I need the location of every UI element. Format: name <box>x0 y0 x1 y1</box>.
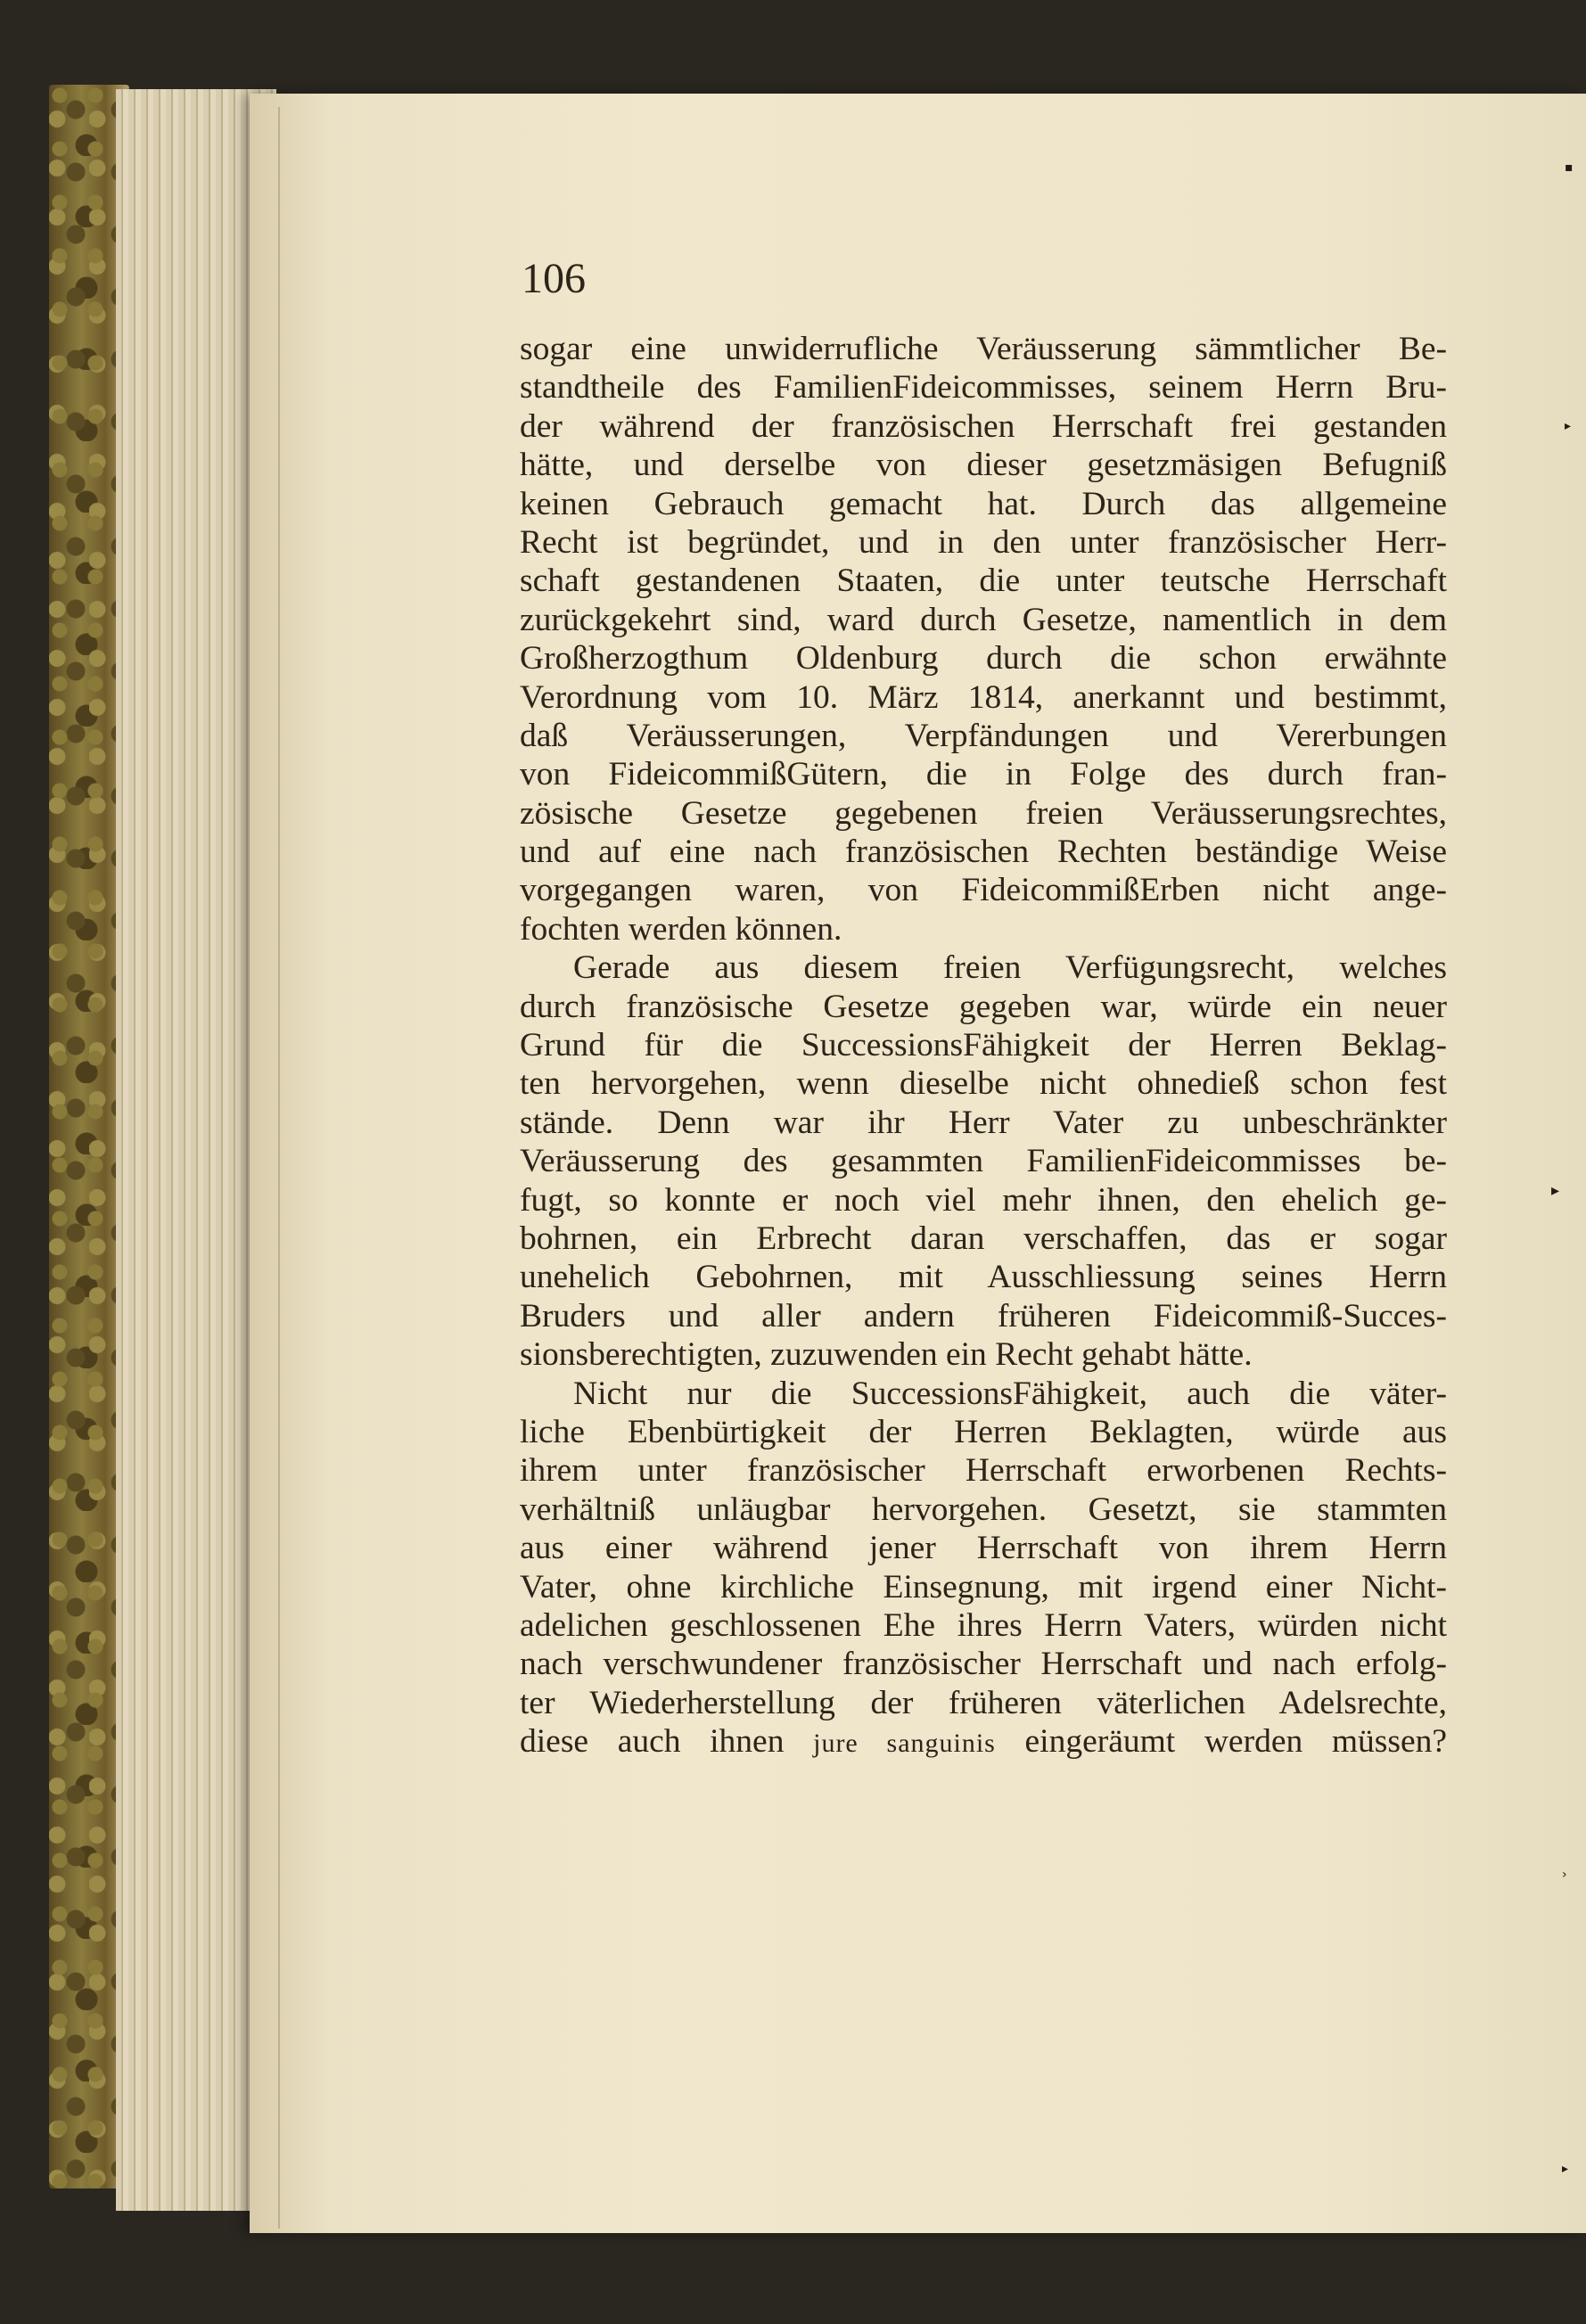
text-line: nach verschwundener französischer Herrschaft und nach erfolg- <box>520 1646 1447 1683</box>
text-line: Veräusserung des gesammten FamilienFideicommisses be- <box>520 1143 1447 1180</box>
text-line-final <box>520 1722 1447 1761</box>
text-line: ter Wiederherstellung der früheren väterlichen Adelsrechte, <box>520 1684 1447 1721</box>
text-line: liche Ebenbürtigkeit der Herren Beklagten, würde aus <box>520 1413 1447 1450</box>
gutter-line <box>278 107 280 2229</box>
text-line: Nicht nur die SuccessionsFähigkeit, auch die väter- <box>573 1375 1447 1412</box>
text-line: schaft gestandenen Staaten, die unter teutsche Herrschaft <box>520 563 1447 600</box>
text-line: durch französische Gesetze gegeben war, würde ein neuer <box>520 988 1447 1025</box>
edge-mark-1: ▸ <box>1565 419 1572 433</box>
edge-mark-4: ▸ <box>1562 2162 1569 2176</box>
body-text <box>520 330 1447 1761</box>
text-line: fochten werden können. <box>520 910 842 948</box>
text-line: stände. Denn war ihr Herr Vater zu unbeschränkter <box>520 1104 1447 1141</box>
text-line: keinen Gebrauch gemacht hat. Durch das allgemeine <box>520 485 1447 522</box>
text-line: sogar eine unwiderrufliche Veräusserung sämmtlicher Be- <box>520 331 1447 367</box>
text-line: verhältniß unläugbar hervorgehen. Gesetzt, sie stammten <box>520 1490 1447 1528</box>
edge-mark-2: ▸ <box>1551 1181 1560 1200</box>
text-line: Großherzogthum Oldenburg durch die schon erwähnte <box>520 640 1447 677</box>
text-line: Verordnung vom 10. März 1814, anerkannt und bestimmt, <box>520 678 1447 716</box>
text-line: der während der französischen Herrschaft frei gestanden <box>520 407 1447 445</box>
text-line: ihrem unter französischer Herrschaft erworbenen Rechts- <box>520 1452 1447 1490</box>
latin-phrase: jure sanguinis <box>813 1729 996 1759</box>
text-line: zösische Gesetze gegebenen freien Veräusserungsrechtes, <box>520 794 1447 832</box>
final-line-start: diese auch ihnen <box>520 1723 814 1761</box>
edge-mark-top: ▪ <box>1565 160 1574 175</box>
text-line: vorgegangen waren, von FideicommißErben nicht ange- <box>520 872 1447 909</box>
text-line: und auf eine nach französischen Rechten beständige Weise <box>520 834 1447 871</box>
text-line: daß Veräusserungen, Verpfändungen und Vererbungen <box>520 717 1447 754</box>
text-line: bohrnen, ein Erbrecht daran verschaffen, das er sogar <box>520 1219 1447 1257</box>
text-line: ten hervorgehen, wenn dieselbe nicht ohnedieß schon fest <box>520 1065 1447 1103</box>
text-line: adelichen geschlossenen Ehe ihres Herrn Vaters, würden nicht <box>520 1606 1447 1644</box>
text-line: sionsberechtigten, zuzuwenden ein Recht gehabt hätte. <box>520 1336 1253 1374</box>
text-line: fugt, so konnte er noch viel mehr ihnen, den ehelich ge- <box>520 1181 1447 1219</box>
edge-mark-3: › <box>1562 1868 1567 1882</box>
text-line: Vater, ohne kirchliche Einsegnung, mit irgend einer Nicht- <box>520 1568 1447 1605</box>
text-line: Bruders und aller andern früheren Fideicommiß-Succes- <box>520 1297 1447 1334</box>
text-line: Grund für die SuccessionsFähigkeit der Herren Beklag- <box>520 1027 1447 1064</box>
page-number: 106 <box>522 255 586 302</box>
text-line: unehelich Gebohrnen, mit Ausschliessung seines Herrn <box>520 1259 1447 1296</box>
text-line: von FideicommißGütern, die in Folge des durch fran- <box>520 756 1447 793</box>
text-line: standtheile des FamilienFideicommisses, seinem Herrn Bru- <box>520 369 1447 406</box>
text-line: aus einer während jener Herrschaft von ihrem Herrn <box>520 1530 1447 1567</box>
text-line: Recht ist begründet, und in den unter französischer Herr- <box>520 523 1447 561</box>
text-line: hätte, und derselbe von dieser gesetzmäsigen Befugniß <box>520 447 1447 484</box>
text-line: Gerade aus diesem freien Verfügungsrecht, welches <box>573 949 1447 987</box>
text-line: zurückgekehrt sind, ward durch Gesetze, namentlich in dem <box>520 601 1447 638</box>
final-line-end: eingeräumt werden müssen? <box>995 1723 1447 1761</box>
